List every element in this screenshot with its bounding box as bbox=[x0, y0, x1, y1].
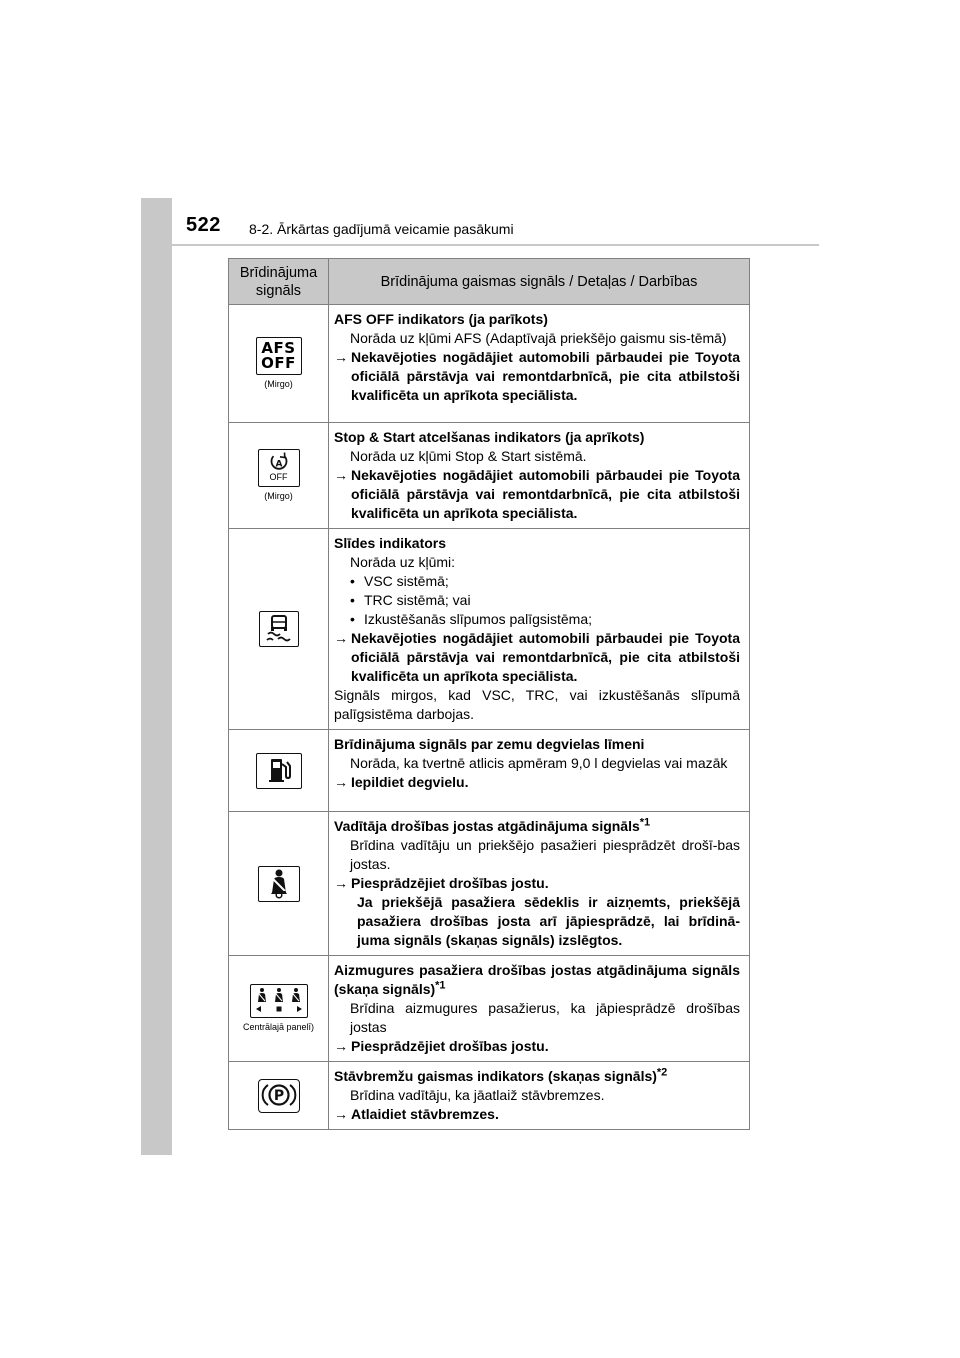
icon-cell bbox=[229, 305, 329, 423]
arrow-icon: → bbox=[334, 630, 348, 646]
table-row bbox=[229, 423, 750, 529]
row-title-text: Vadītāja drošības jostas atgādinājuma signāls bbox=[334, 818, 640, 834]
icon-cell bbox=[229, 730, 329, 812]
list-item bbox=[334, 572, 740, 591]
row-action bbox=[334, 1037, 740, 1056]
icon-caption: (Mirgo) bbox=[264, 491, 293, 501]
bullet-icon: • bbox=[350, 592, 355, 608]
row-title bbox=[334, 1067, 740, 1086]
footnote-ref: *1 bbox=[435, 979, 446, 992]
row-action-text: Iepildiet degvielu. bbox=[351, 774, 469, 790]
description-cell bbox=[329, 956, 750, 1062]
list-item-text: VSC sistēmā; bbox=[364, 573, 449, 589]
description-cell bbox=[329, 423, 750, 529]
arrow-icon: → bbox=[334, 1038, 348, 1054]
slip-indicator-icon bbox=[259, 611, 299, 647]
arrow-icon: → bbox=[334, 467, 348, 483]
row-action-text: Piesprādzējiet drošības jostu. bbox=[351, 875, 549, 891]
table-row bbox=[229, 305, 750, 423]
row-action bbox=[334, 773, 740, 792]
row-title bbox=[334, 961, 740, 999]
row-description: Brīdina aizmugures pasažierus, ka jāpiesprādzē drošības jostas bbox=[350, 1000, 740, 1035]
row-description: Norāda uz kļūmi Stop & Start sistēmā. bbox=[350, 448, 587, 464]
parking-brake-icon bbox=[258, 1079, 300, 1113]
icon-cell bbox=[229, 423, 329, 529]
description-cell bbox=[329, 730, 750, 812]
seatbelt-icon bbox=[258, 866, 300, 902]
row-action-text: Atlaidiet stāvbremzes. bbox=[351, 1106, 499, 1122]
icon-cell bbox=[229, 956, 329, 1062]
footnote-ref: *2 bbox=[656, 1066, 668, 1079]
row-description: Brīdina vadītāju, ka jāatlaiž stāvbremzes. bbox=[350, 1087, 605, 1103]
table-row bbox=[229, 1062, 750, 1130]
icon-cell bbox=[229, 1062, 329, 1130]
row-action-text: Nekavējoties nogādājiet automobili pārbaudei pie Toyota oficiālā pārstāvja vai remontdarbnīcā, pie cita atbilstoši kvalificēta un aprīkota speciālista. bbox=[351, 467, 740, 521]
col-header-details: Brīdinājuma gaismas signāls / Detaļas / Darbības bbox=[329, 259, 750, 305]
section-title: 8-2. Ārkārtas gadījumā veicamie pasākumi bbox=[249, 221, 514, 237]
row-title: Brīdinājuma signāls par zemu degvielas līmeni bbox=[334, 736, 645, 752]
header-rule bbox=[172, 244, 819, 246]
list-item-text: TRC sistēmā; vai bbox=[364, 592, 471, 608]
row-title: Stop & Start atcelšanas indikators (ja aprīkots) bbox=[334, 429, 645, 445]
row-action-text: Nekavējoties nogādājiet automobili pārbaudei pie Toyota oficiālā pārstāvja vai remontdarbnīcā, pie cita atbilstoši kvalificēta un aprīkota speciālista. bbox=[351, 630, 740, 684]
rear-seatbelt-icon bbox=[250, 984, 308, 1018]
afs-off-icon bbox=[256, 337, 302, 375]
row-action bbox=[334, 629, 740, 686]
row-title bbox=[334, 817, 740, 836]
row-title-text: Stāvbremžu gaismas indikators (skaņas signāls) bbox=[334, 1068, 657, 1084]
description-cell bbox=[329, 529, 750, 730]
bullet-icon: • bbox=[350, 573, 355, 589]
fuel-pump-icon bbox=[256, 753, 302, 789]
icon-caption: Centrālajā panelī) bbox=[242, 1022, 315, 1032]
arrow-icon: → bbox=[334, 875, 348, 891]
row-action bbox=[334, 348, 740, 405]
list-item bbox=[334, 591, 740, 610]
row-title: AFS OFF indikators (ja parīkots) bbox=[334, 311, 548, 327]
row-action bbox=[334, 874, 740, 893]
row-description: Brīdina vadītāju un priekšējo pasažieri piesprādzēt drošī-bas jostas. bbox=[350, 837, 740, 872]
svg-text:A: A bbox=[275, 459, 282, 470]
table-row bbox=[229, 730, 750, 812]
page-number: 522 bbox=[186, 214, 221, 236]
table-header-row bbox=[229, 259, 750, 305]
stop-start-off-text: OFF bbox=[269, 472, 288, 482]
afs-off-icon-text: AFS OFF bbox=[261, 339, 296, 372]
row-action-text: Nekavējoties nogādājiet automobili pārbaudei pie Toyota oficiālā pārstāvja vai remontdarbnīcā, pie cita atbilstoši kvalificēta un aprīkota speciālista. bbox=[351, 349, 740, 403]
arrow-icon: → bbox=[334, 1106, 348, 1122]
row-action bbox=[334, 1105, 740, 1124]
stop-start-off-icon bbox=[258, 449, 300, 487]
table-row bbox=[229, 529, 750, 730]
arrow-icon: → bbox=[334, 774, 348, 790]
list-item bbox=[334, 610, 740, 629]
table-row bbox=[229, 956, 750, 1062]
description-cell bbox=[329, 812, 750, 956]
icon-cell bbox=[229, 812, 329, 956]
description-cell bbox=[329, 305, 750, 423]
row-action-note: Ja priekšējā pasažiera sēdeklis ir aizņemts, priekšējā pasažiera drošības josta arī jāpiesprādzē, lai brīdinā-juma signāls (skaņas signāls) izslēgtos. bbox=[357, 894, 740, 948]
row-action-text: Piesprādzējiet drošības jostu. bbox=[351, 1038, 549, 1054]
icon-caption: (Mirgo) bbox=[264, 379, 293, 389]
side-band bbox=[141, 198, 172, 1155]
description-cell bbox=[329, 1062, 750, 1130]
footnote-ref: *1 bbox=[639, 816, 651, 829]
row-description: Norāda uz kļūmi AFS (Adaptīvajā priekšējo gaismu sis-tēmā) bbox=[350, 330, 727, 346]
row-description: Norāda uz kļūmi: bbox=[350, 554, 456, 570]
stop-start-symbol bbox=[267, 450, 291, 474]
arrow-icon: → bbox=[334, 349, 348, 365]
table-row bbox=[229, 812, 750, 956]
row-title-text: Aizmugures pasažiera drošības jostas atgādinājuma signāls (skaņa signāls) bbox=[334, 962, 740, 997]
icon-cell bbox=[229, 529, 329, 730]
warning-table bbox=[228, 258, 750, 1130]
col-header-signal: Brīdinājuma signāls bbox=[229, 259, 329, 305]
row-title: Slīdes indikators bbox=[334, 535, 447, 551]
bullet-icon: • bbox=[350, 611, 355, 627]
row-note: Signāls mirgos, kad VSC, TRC, vai izkustēšanās slīpumā palīgsistēma darbojas. bbox=[334, 687, 740, 722]
list-item-text: Izkustēšanās slīpumos palīgsistēma; bbox=[364, 611, 592, 627]
row-description: Norāda, ka tvertnē atlicis apmēram 9,0 l degvielas vai mazāk bbox=[350, 755, 728, 771]
svg-text:P: P bbox=[273, 1087, 284, 1104]
row-action bbox=[334, 466, 740, 523]
